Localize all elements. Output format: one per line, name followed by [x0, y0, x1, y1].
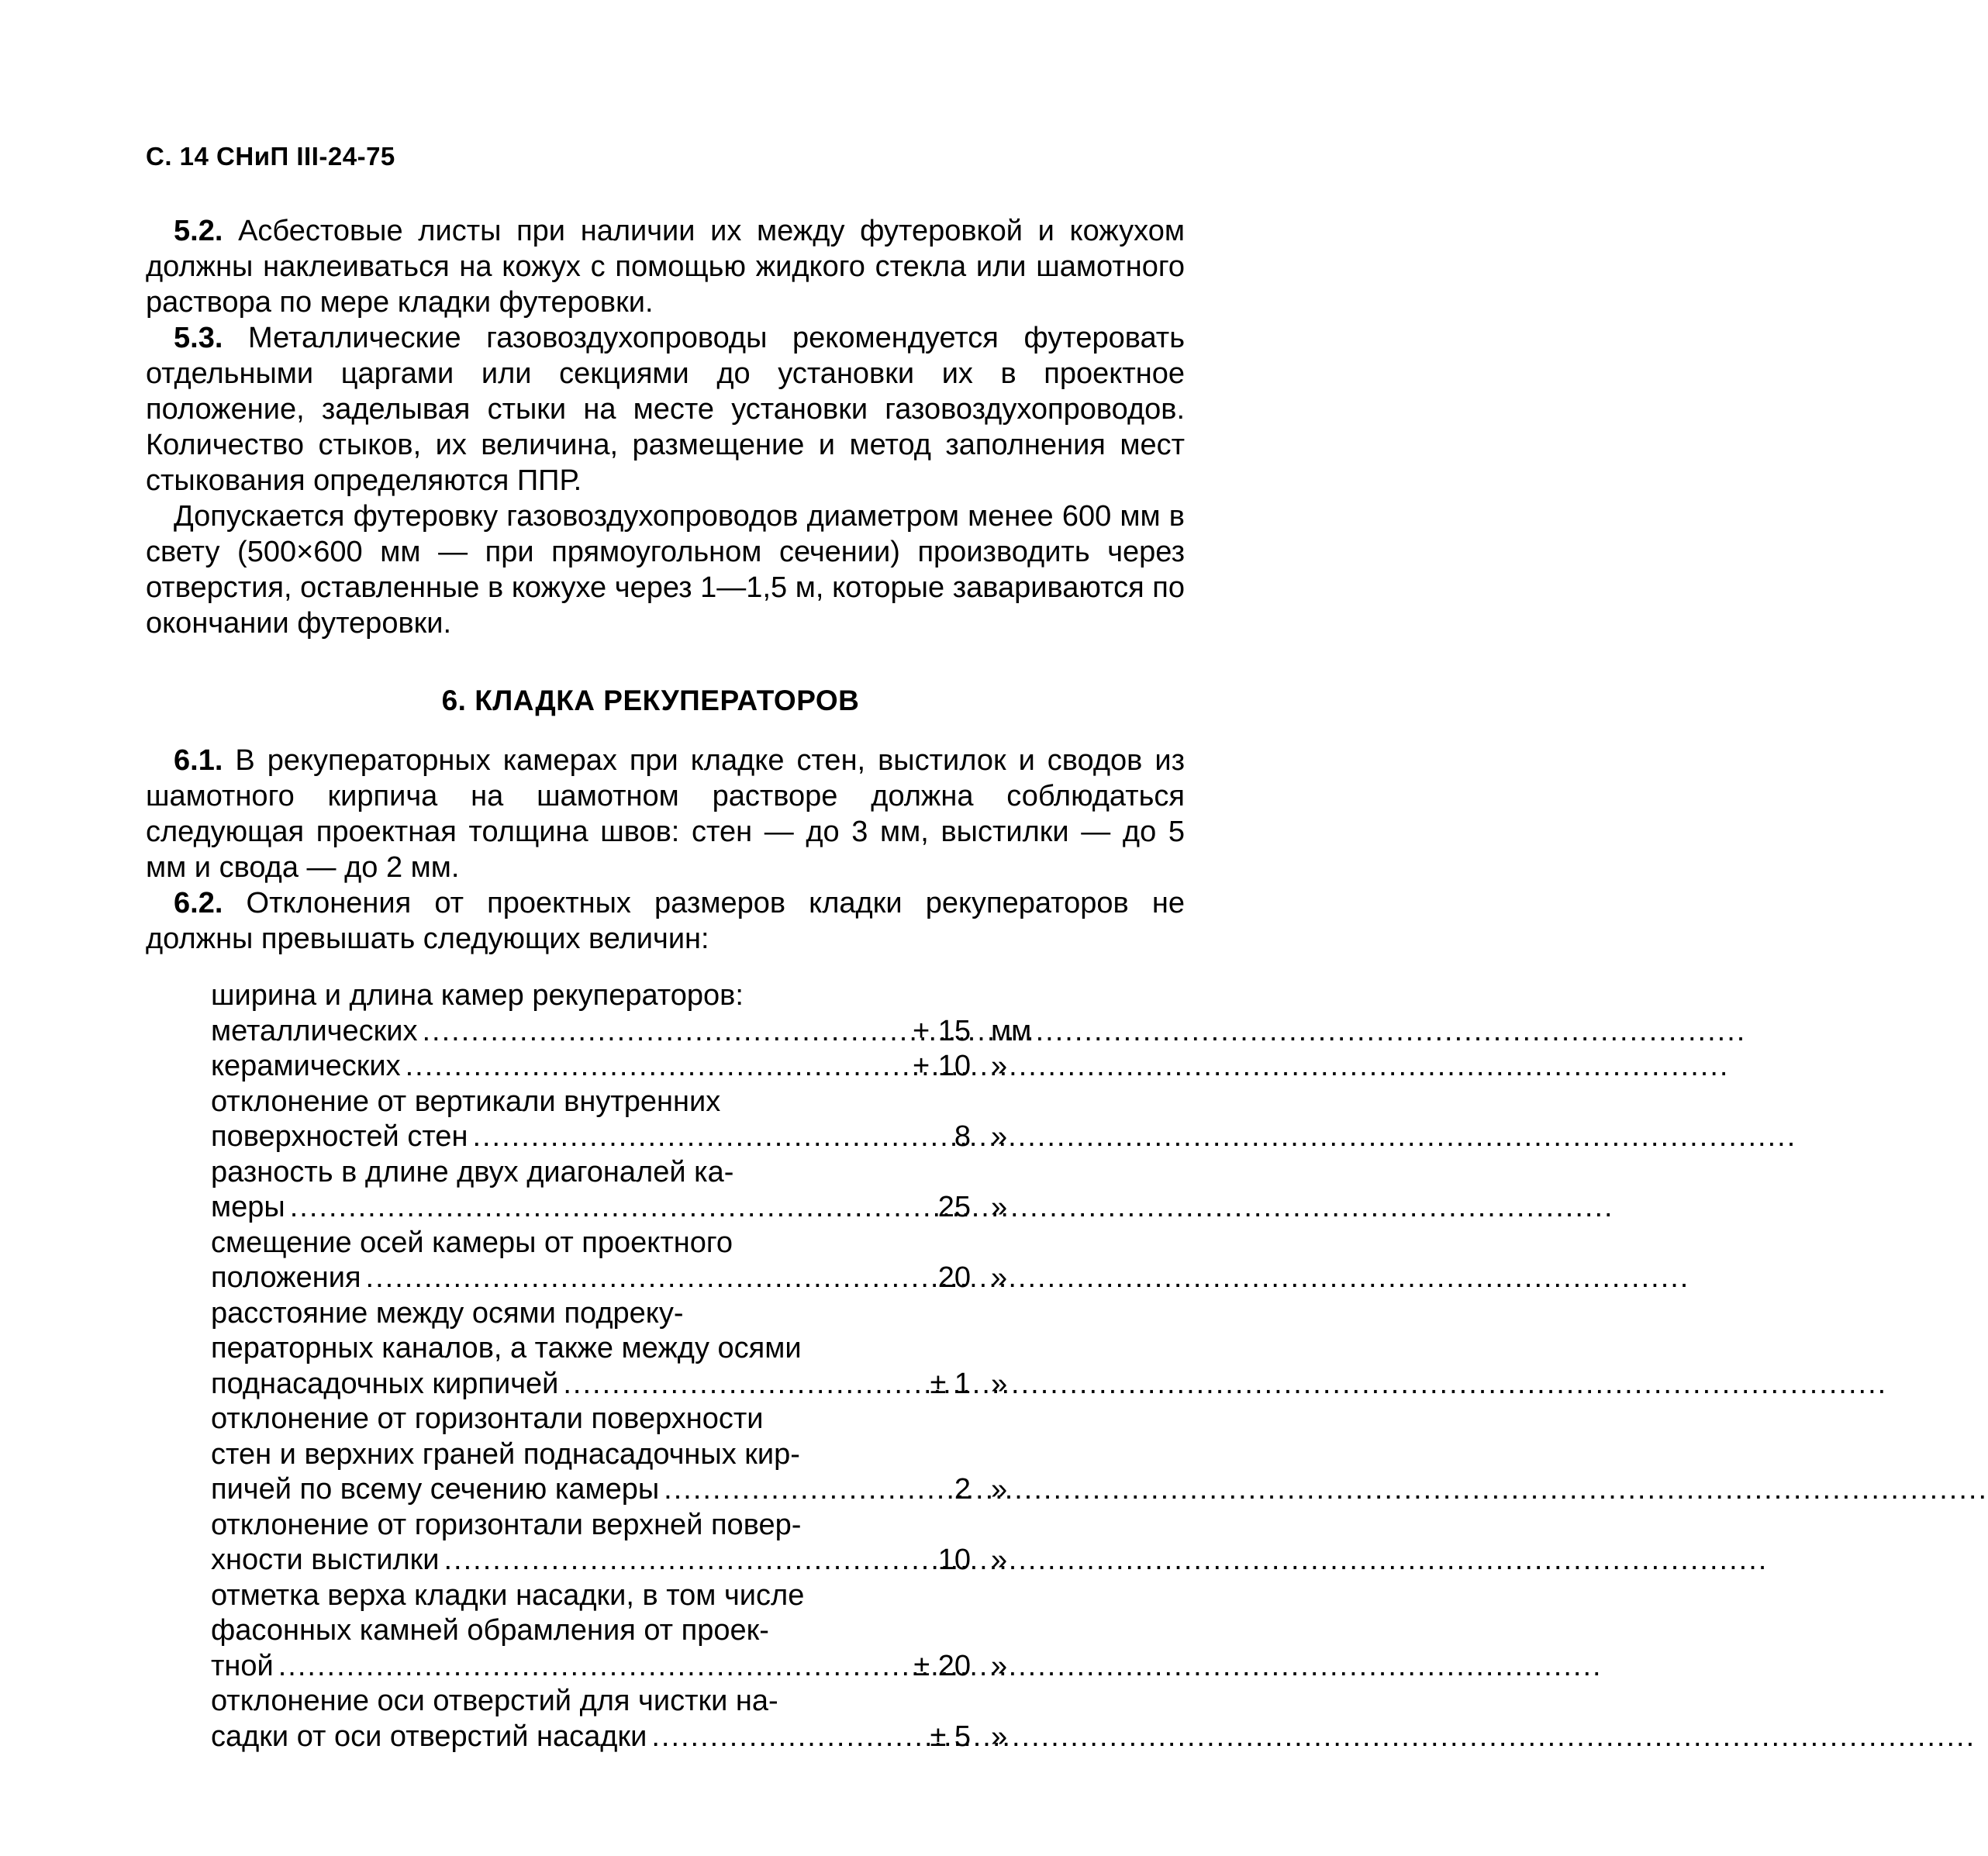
tolerance-unit: »	[991, 1261, 1008, 1294]
dot-leader	[651, 1720, 1976, 1755]
tolerance-text-line	[211, 1578, 1064, 1614]
paragraph-6-1	[146, 743, 1185, 885]
tolerance-label: меры	[211, 1191, 285, 1223]
tolerance-unit: »	[991, 1120, 1008, 1153]
clause-number: 6.1.	[174, 744, 223, 777]
dot-leader	[472, 1119, 1796, 1155]
section-6-title: 6. КЛАДКА РЕКУПЕРАТОРОВ	[441, 685, 860, 716]
tolerance-text-line	[211, 978, 1064, 1014]
tolerance-label-with-leader	[211, 1472, 885, 1508]
paragraph-text: Отклонения от проектных размеров кладки рекуператоров не должны превышать следующих величин:	[146, 887, 1185, 955]
tolerance-label: фасонных камней обрамления от проек-	[211, 1614, 769, 1647]
tolerance-text-line	[211, 1437, 1064, 1473]
tolerance-label-with-leader	[211, 1049, 885, 1085]
tolerance-label: садки от оси отверстий насадки	[211, 1720, 647, 1753]
tolerance-label-with-leader	[211, 1543, 885, 1578]
tolerance-label: положения	[211, 1261, 361, 1294]
tolerance-unit: мм	[991, 1014, 1032, 1047]
tolerance-text-line	[211, 1331, 1064, 1367]
clause-number: 5.2.	[174, 215, 223, 247]
paragraph-text: Асбестовые листы при наличии их между футеровкой и кожухом должны наклеиваться на кожух с помощью жидкого стекла или шамотного раствора по мере кладки футеровки.	[146, 215, 1185, 319]
tolerance-list	[211, 978, 1064, 1754]
tolerance-label: расстояние между осями подреку-	[211, 1296, 684, 1330]
tolerance-unit: »	[991, 1473, 1008, 1506]
tolerance-label: отклонение от вертикали внутренних	[211, 1085, 721, 1118]
tolerance-row	[211, 1014, 1064, 1050]
page-header: С. 14 СНиП III-24-75	[146, 142, 395, 171]
tolerance-label-with-leader	[211, 1720, 885, 1755]
dot-leader	[406, 1049, 1730, 1085]
tolerance-unit: »	[991, 1367, 1008, 1400]
tolerance-label: отклонение от горизонтали поверхности	[211, 1402, 764, 1435]
tolerance-label-with-leader	[211, 1649, 885, 1685]
tolerance-row	[211, 1190, 1064, 1226]
paragraph-text: Допускается футеровку газовоздухопроводов диаметром менее 600 мм в свету (500×600 мм — при прямоугольном сечении) производить через отверстия, оставленные в кожухе через 1—1,5 м, которые завариваются по окончании футеровки.	[146, 500, 1185, 640]
tolerance-value: 25	[937, 1191, 971, 1223]
tolerance-value: ± 5	[930, 1720, 971, 1753]
tolerance-text-line	[211, 1226, 1064, 1261]
clause-number: 6.2.	[174, 887, 223, 919]
tolerance-label-with-leader	[211, 1190, 885, 1226]
tolerance-label: ператорных каналов, а также между осями	[211, 1332, 802, 1364]
tolerance-label: тной	[211, 1649, 274, 1682]
tolerance-label: поднасадочных кирпичей	[211, 1367, 559, 1400]
tolerance-row	[211, 1049, 1064, 1085]
tolerance-row	[211, 1543, 1064, 1578]
paragraph-6-2	[146, 885, 1185, 957]
tolerance-value: ± 20	[913, 1649, 971, 1682]
tolerance-row	[211, 1720, 1064, 1755]
section-6-text	[146, 743, 1185, 957]
tolerance-row	[211, 1119, 1064, 1155]
tolerance-label: металлических	[211, 1014, 418, 1047]
tolerance-label: пичей по всему сечению камеры	[211, 1473, 660, 1506]
tolerance-label-with-leader	[211, 1119, 885, 1155]
tolerance-unit: »	[991, 1544, 1008, 1576]
tolerance-label: поверхностей стен	[211, 1120, 468, 1153]
tolerance-text-line	[211, 1085, 1064, 1120]
tolerance-unit: »	[991, 1191, 1008, 1223]
dot-leader	[422, 1014, 1746, 1050]
tolerance-label: разность в длине двух диагоналей ка-	[211, 1155, 734, 1188]
tolerance-value: 8	[954, 1120, 971, 1153]
tolerance-row	[211, 1472, 1064, 1508]
tolerance-value: ± 1	[930, 1367, 971, 1400]
tolerance-unit: »	[991, 1649, 1008, 1682]
tolerance-unit: »	[991, 1050, 1008, 1082]
clause-number: 5.3.	[174, 322, 223, 354]
tolerance-label: смещение осей камеры от проектного	[211, 1226, 733, 1259]
tolerance-label: керамических	[211, 1050, 401, 1082]
tolerance-row	[211, 1261, 1064, 1296]
section-5-text	[146, 213, 1185, 641]
tolerance-label-with-leader	[211, 1014, 885, 1050]
tolerance-label: стен и верхних граней поднасадочных кир-	[211, 1437, 800, 1471]
tolerance-text-line	[211, 1613, 1064, 1649]
paragraph-5-3-continued	[146, 498, 1185, 641]
dot-leader	[444, 1543, 1768, 1578]
tolerance-label-with-leader	[211, 1261, 885, 1296]
tolerance-text-line	[211, 1684, 1064, 1720]
tolerance-unit: »	[991, 1720, 1008, 1753]
tolerance-label: хности выстилки	[211, 1544, 440, 1576]
paragraph-5-3	[146, 320, 1185, 498]
tolerance-text-line	[211, 1508, 1064, 1544]
tolerance-row	[211, 1649, 1064, 1685]
tolerance-label: отметка верха кладки насадки, в том числе	[211, 1578, 805, 1612]
paragraph-5-2	[146, 213, 1185, 320]
tolerance-row	[211, 1367, 1064, 1402]
tolerance-text-line	[211, 1402, 1064, 1437]
paragraph-text: В рекуператорных камерах при кладке стен, выстилок и сводов из шамотного кирпича на шамотном растворе должна соблюдаться следующая проектная толщина швов: стен — до 3 мм, выстилки — до 5 мм и свода — до 2 мм.	[146, 744, 1185, 884]
tolerance-value: 10	[937, 1544, 971, 1576]
tolerance-label: отклонение от горизонтали верхней повер-	[211, 1508, 802, 1541]
tolerance-value: + 10	[912, 1050, 971, 1082]
tolerance-value: + 15	[912, 1014, 971, 1047]
tolerance-value: 2	[954, 1473, 971, 1506]
tolerance-text-line	[211, 1155, 1064, 1191]
tolerance-label-with-leader	[211, 1367, 885, 1402]
tolerance-label: ширина и длина камер рекуператоров:	[211, 979, 744, 1012]
dot-leader	[563, 1367, 1887, 1402]
tolerance-label: отклонение оси отверстий для чистки на-	[211, 1685, 778, 1717]
tolerance-value: 20	[937, 1261, 971, 1294]
dot-leader	[664, 1472, 1988, 1508]
tolerance-text-line	[211, 1296, 1064, 1332]
paragraph-text: Металлические газовоздухопроводы рекомендуется футеровать отдельными царгами или секциями до установки их в проектное положение, заделывая стыки на месте установки газовоздухопроводов. Количество стыков, их величина, размещение и метод заполнения мест стыкования определяются ППР.	[146, 322, 1185, 497]
